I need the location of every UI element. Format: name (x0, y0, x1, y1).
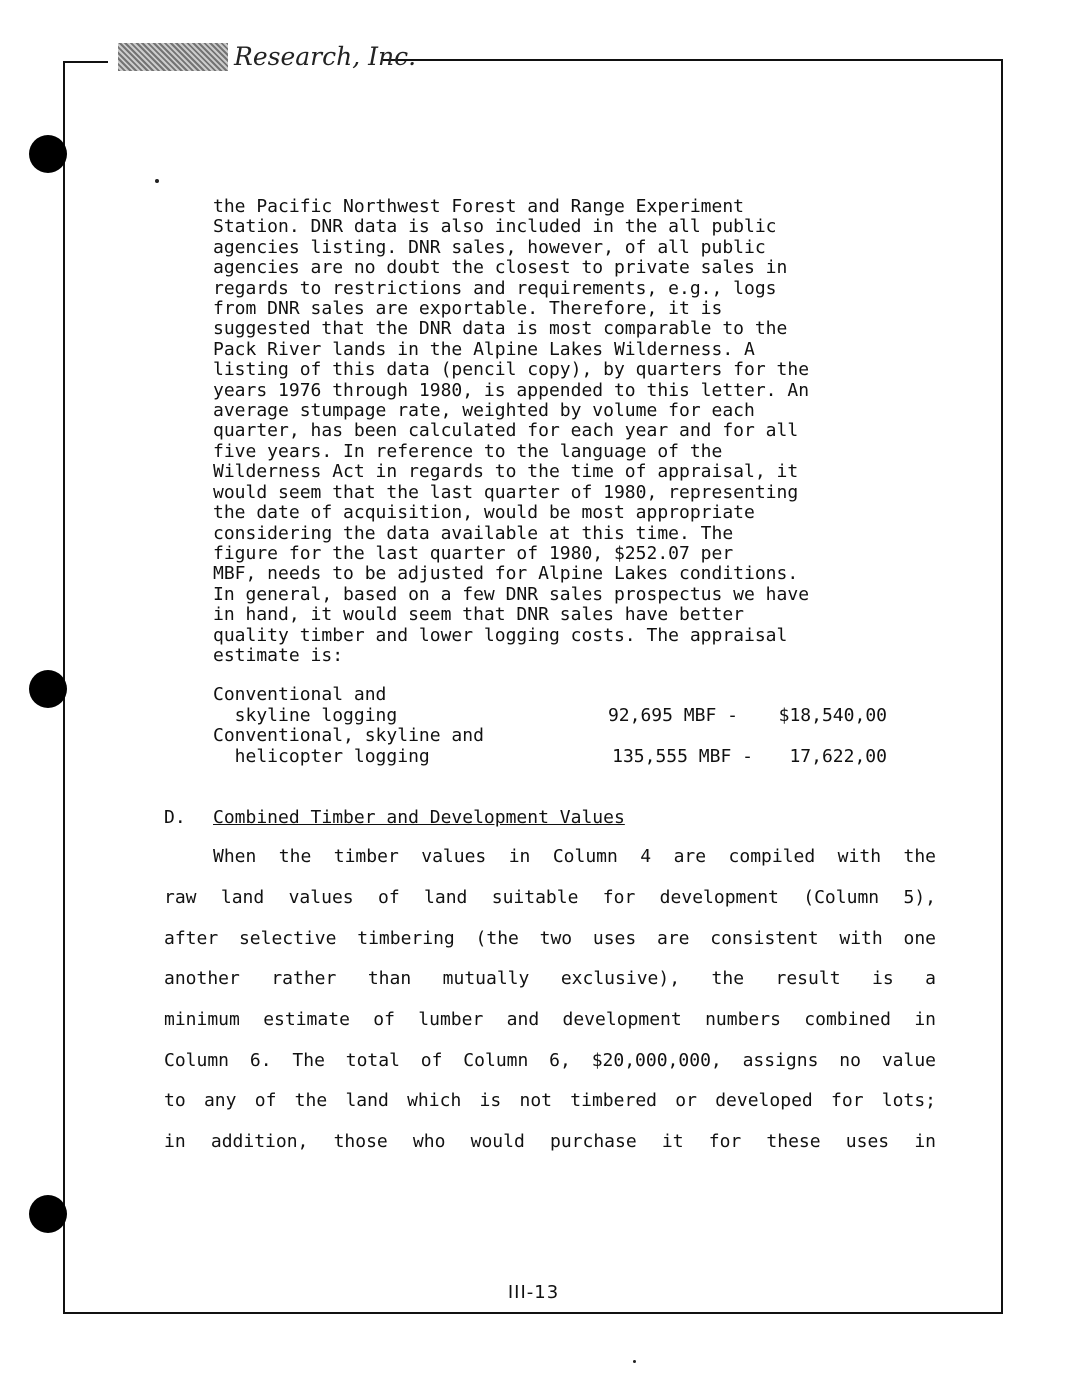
section-d-line-3: after selective timbering (the two uses are consistent with one (164, 928, 936, 949)
body-paragraph: the Pacific Northwest Forest and Range Experiment Station. DNR data is also included in the all public agencies listing. DNR sales, however, of all public agencies are no doubt the closest to private sales in regards to restrictions and requirements, e.g., logs from DNR sales are exportable. Therefore, it is suggested that the DNR data is most comparable to the Pack River lands in the Alpine Lakes Wilderness. A listing of this data (pencil copy), by quarters for the years 1976 through 1980, is appended to this letter. An average stumpage rate, weighted by volume for each quarter, has been calculated for each year and for all five years. In reference to the language of the Wilderness Act in regards to the time of appraisal, it would seem that the last quarter of 1980, representing the date of acquisition, would be most appropriate considering the data available at this time. The figure for the last quarter of 1980, $252.07 per MBF, needs to be adjusted for Alpine Lakes conditions. In general, based on a few DNR sales prospectus we have in hand, it would seem that DNR sales have better quality timber and lower logging costs. The appraisal estimate is: (213, 196, 810, 666)
estimate-1-label-line1: Conventional and (213, 684, 387, 705)
page-number: III-13 (507, 1282, 560, 1303)
frame-top-left-rule (63, 61, 108, 63)
section-d-letter: D. (164, 807, 186, 828)
section-d-line-7: to any of the land which is not timbered or developed for lots; (164, 1090, 936, 1111)
letterhead-logo (118, 43, 228, 71)
letterhead (118, 40, 416, 80)
section-d-line-6: Column 6. The total of Column 6, $20,000,000, assigns no value (164, 1050, 936, 1071)
estimate-1-value: $18,540,00 (778, 705, 887, 726)
frame-top-right-rule (383, 59, 1002, 61)
section-d-title: Combined Timber and Development Values (213, 807, 625, 828)
frame-right-rule (1001, 59, 1003, 1313)
section-d-line-4: another rather than mutually exclusive), the result is a (164, 968, 936, 989)
binder-hole-top (29, 135, 67, 173)
section-d-line-8: in addition, those who would purchase it for these uses in (164, 1131, 936, 1152)
estimate-2-label-line2: helicopter logging (213, 746, 430, 767)
scan-speck (155, 179, 159, 183)
section-d-line-2: raw land values of land suitable for development (Column 5), (164, 887, 936, 908)
estimate-2-label-line1: Conventional, skyline and (213, 725, 484, 746)
section-d-line-1: When the timber values in Column 4 are compiled with the (213, 846, 936, 867)
estimate-1-volume: 92,695 MBF - (607, 705, 738, 726)
estimate-2-value: 17,622,00 (789, 746, 887, 767)
binder-hole-middle (29, 670, 67, 708)
letterhead-company: Research, Inc. (234, 42, 417, 71)
frame-bottom-rule (63, 1312, 1003, 1314)
estimate-2-volume: 135,555 MBF - (612, 746, 753, 767)
binder-hole-bottom (29, 1195, 67, 1233)
scan-speck (633, 1360, 636, 1363)
estimate-1-label-line2: skyline logging (213, 705, 398, 726)
section-d-line-5: minimum estimate of lumber and development numbers combined in (164, 1009, 936, 1030)
